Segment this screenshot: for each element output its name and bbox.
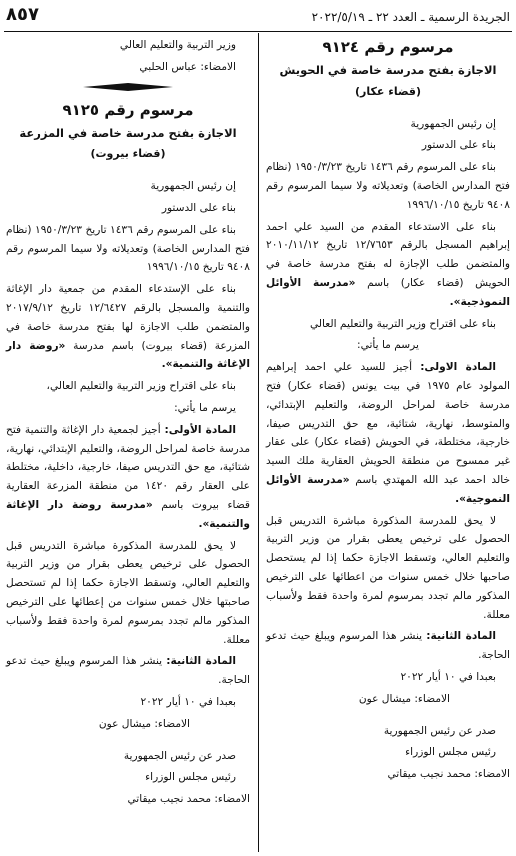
prime-minister-title: رئيس مجلس الوزراء xyxy=(145,771,236,784)
article-one-text: أجيز للسيد علي احمد إبراهيم المولود عام ١٩٧٥ في بيت يونس (قضاء عكار) فتح مدرسة خاصة لمراحل الروضة، والتعليم الإبتدائي، والمتوسط، نهارية، شتائية، مع حق التدريس صيفا، خارجية، مختلطة، في الحويش (قضاء عكار) على عقار غير ممسوح من منطقة الحويش العقارية ملك السيد خالد احمد عبد الله المهتدي باسم xyxy=(266,361,510,486)
right-column xyxy=(266,36,510,787)
preamble-president: إن رئيس الجمهورية xyxy=(410,117,496,130)
page-header xyxy=(6,4,510,30)
article-two-label: المادة الثانية: xyxy=(426,630,496,643)
president-signature: الامضاء: ميشال عون xyxy=(358,692,450,705)
preamble-proposal: بناء على اقتراح وزير التربية والتعليم العالي، xyxy=(46,380,236,393)
application-text: بناء على الاستدعاء المقدم من السيد علي احمد إبراهيم المسجل بالرقم ١٢/٧٦٥٣ تاريخ ٢٠١٠/١١/١٢ والمتضمن طلب الإجازة له بفتح مدرسة خاصة في الحويش (قضاء عكار) باسم xyxy=(266,220,511,289)
prime-minister-title: رئيس مجلس الوزراء xyxy=(405,746,496,759)
preamble-application xyxy=(266,218,510,312)
preamble-constitution: بناء على الدستور xyxy=(161,201,236,214)
school-name: «مدرسة الأوائل النموذجية». xyxy=(266,276,510,308)
article-one-label: المادة الأولى: xyxy=(164,423,237,436)
president-signature: الامضاء: ميشال عون xyxy=(98,717,190,730)
article-one-label: المادة الاولى: xyxy=(420,361,496,374)
preamble-constitution: بناء على الدستور xyxy=(421,139,496,152)
preamble-application xyxy=(6,280,250,374)
minister-title: وزير التربية والتعليم العالي xyxy=(119,39,236,51)
preamble-decree-1436: بناء على المرسوم رقم ١٤٣٦ تاريخ ١٩٥٠/٣/٢٣ (نظام فتح المدارس الخاصة) وتعديلاته ولا سيما المرسوم رقم ٩٤٠٨ تاريخ ١٩٩٦/١٠/١٥ xyxy=(6,223,250,274)
journal-issue-line: الجريدة الرسمية ـ العدد ٢٢ ـ ٢٠٢٢/٥/١٩ xyxy=(311,10,510,24)
decree-district-9124: (قضاء عكار) xyxy=(354,84,422,98)
article-one xyxy=(6,421,250,534)
page-number: ٨٥٧ xyxy=(6,4,39,25)
license-condition: لا يحق للمدرسة المذكورة مباشرة التدريس قبل الحصول على ترخيص يعطى بقرار من وزير التربية والتعليم العالي، وتسقط الاجازة حكما إذا لم يستحصل صاحبها خلال خمس سنوات من اعطائها على الترخيص المذكور مالم تجدد بمرسوم لمرة واحدة فقط ولأسباب معللة. xyxy=(266,514,510,621)
article-two-label: المادة الثانية: xyxy=(166,655,236,668)
article-two-text: ينشر هذا المرسوم ويبلغ حيث تدعو الحاجة. xyxy=(266,630,510,662)
decree-district-9125: (قضاء بيروت) xyxy=(90,147,166,161)
section-divider-ornament xyxy=(6,83,250,91)
column-divider xyxy=(258,33,259,852)
decree-date: بعبدا في ١٠ أيار ٢٠٢٢ xyxy=(400,670,496,683)
prime-minister-signature: الامضاء: محمد نجيب ميقاتي xyxy=(387,768,510,781)
article-two-text: ينشر هذا المرسوم ويبلغ حيث تدعو الحاجة. xyxy=(6,655,250,687)
article-two xyxy=(6,652,250,690)
decree-formula: يرسم ما يأتي: xyxy=(357,339,419,352)
article-one-school: «مدرسة الأوائل النموجية». xyxy=(266,473,510,505)
decree-date: بعبدا في ١٠ أيار ٢٠٢٢ xyxy=(140,695,236,708)
minister-signature: الامضاء: عباس الحلبي xyxy=(139,60,236,73)
school-name: «روضة دار الإغاثة والتنمية». xyxy=(6,339,250,371)
left-column xyxy=(6,36,250,812)
article-one-school: «مدرسة روضة دار الإغاثة والتنمية». xyxy=(6,498,250,530)
preamble-proposal: بناء على اقتراح وزير التربية والتعليم العالي xyxy=(309,317,496,330)
decree-title-9125: مرسوم رقم ٩١٢٥ xyxy=(62,100,194,119)
decree-title-9124: مرسوم رقم ٩١٢٤ xyxy=(322,38,454,56)
article-two xyxy=(266,627,510,665)
preamble-decree-1436: بناء على المرسوم رقم ١٤٣٦ تاريخ ١٩٥٠/٣/٢٣ (نظام فتح المدارس الخاصة) وتعديلاته ولا سيما المرسوم رقم ٩٤٠٨ تاريخ ١٩٩٦/١٠/١٥ xyxy=(266,161,510,211)
preamble-president: إن رئيس الجمهورية xyxy=(150,180,236,193)
application-text: بناء على الإستدعاء المقدم من جمعية دار الإغاثة والتنمية والمسجل بالرقم ١٢/٦٤٢٧ تاريخ ٢٠١٧/٩/١٢ والمتضمن طلب الاجازة لها بفتح مدرسة خاصة في المزرعة (قضاء بيروت) باسم مدرسة xyxy=(6,283,251,352)
issued-by-president: صدر عن رئيس الجمهورية xyxy=(123,749,236,762)
license-condition: لا يحق للمدرسة المذكورة مباشرة التدريس قبل الحصول على ترخيص يعطى بقرار من وزير التربية والتعليم العالي، وتسقط الاجازة حكما إذا لم تستحصل صاحبتها خلال خمس سنوات من إعطائها على الترخيص المذكور مالم تجدد بمرسوم لمرة واحدة فقط ولأسباب معللة. xyxy=(6,539,250,646)
prime-minister-signature: الامضاء: محمد نجيب ميقاتي xyxy=(127,793,250,806)
decree-subject-9124: الاجازة بفتح مدرسة خاصة في الحويش xyxy=(279,63,497,77)
decree-subject-9125: الاجازة بفتح مدرسة خاصة في المزرعة xyxy=(19,125,237,140)
article-one-text: أجيز لجمعية دار الإغاثة والتنمية فتح مدرسة خاصة لمراحل الروضة، والتعليم الإبتدائي، نهارية، شتائية، مع حق التدريس صيفا، خارجية، داخلية، مختلطة على العقار رقم ١٤٢٠ من منطقة المزرعة العقارية قضاء بيروت باسم xyxy=(6,423,250,511)
issued-by-president: صدر عن رئيس الجمهورية xyxy=(383,724,496,737)
decree-formula: يرسم ما يأتي: xyxy=(174,401,236,414)
article-one xyxy=(266,358,510,508)
header-rule xyxy=(4,31,512,32)
